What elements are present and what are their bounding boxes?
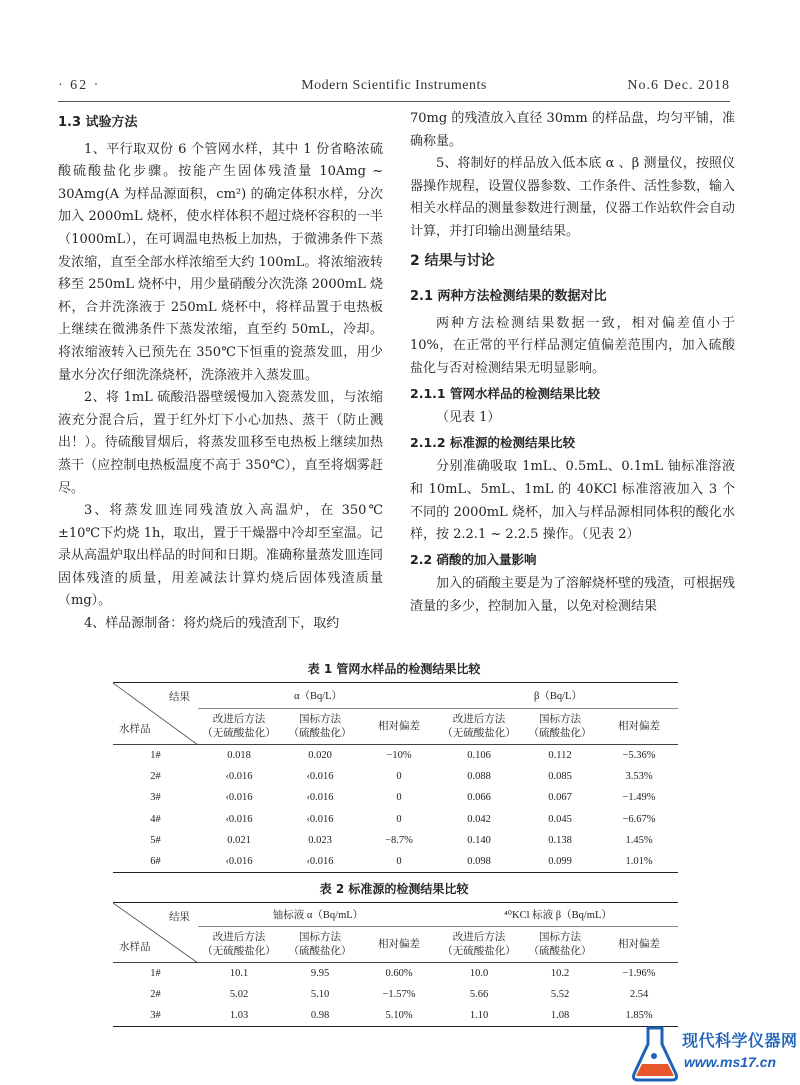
table2-col-dev-a: 相对偏差 <box>360 927 438 963</box>
table-cell: 0.112 <box>548 749 572 761</box>
table-cell: 10.1 <box>229 967 249 979</box>
paragraph-2-2: 加入的硝酸主要是为了溶解烧杯壁的残渣，可根据残渣量的多少，控制加入量，以免对检测结果 <box>410 576 736 614</box>
paragraph-step-5: 5、将制好的样品放入低本底 α 、β 测量仪，按照仪器操作规程，设置仪器参数、工作条件、活性参数，输入相关水样品的测量参数进行测量，仪器工作站软件会自动计算，并打印输出测量结果。 <box>410 156 736 239</box>
row-label-cell: 3# <box>150 792 161 804</box>
table-cell: −1.49% <box>622 792 656 804</box>
table1-col-dev-b: 相对偏差 <box>600 709 678 745</box>
table1-col-dev-a: 相对偏差 <box>360 709 438 745</box>
corner-result-label: 结果 <box>169 912 190 923</box>
table-cell: ‹0.016 <box>225 792 253 804</box>
table-cell: −8.7% <box>385 834 413 846</box>
right-column <box>410 108 735 618</box>
table-cell: 1.08 <box>520 1005 600 1026</box>
table-cell: 0.60% <box>385 967 413 979</box>
table-cell: 5.10% <box>360 1005 438 1026</box>
row-label-cell: 6# <box>113 851 198 872</box>
table1-col-improved-b: 改进后方法 （无硫酸盐化） <box>438 709 520 745</box>
page-number: · 62 · <box>58 78 101 93</box>
site-name: 现代科学仪器网 <box>682 1031 798 1050</box>
table-cell: 0.138 <box>548 834 572 846</box>
table-cell: 0.085 <box>548 770 572 782</box>
table-cell: 0.021 <box>227 834 251 846</box>
table-cell: 10.2 <box>550 967 570 979</box>
table-cell: ‹0.016 <box>306 792 334 804</box>
paragraph-2-1-1: （见表 1） <box>436 410 501 426</box>
table-cell: 1.85% <box>600 1005 678 1026</box>
table-cell: −1.57% <box>382 988 416 1000</box>
header-rule <box>58 101 730 102</box>
section-heading-1-3: 1.3 试验方法 <box>58 115 138 130</box>
table-cell: ‹0.016 <box>306 813 334 825</box>
table-cell: 0 <box>396 792 402 804</box>
table-cell: 0.067 <box>548 792 572 804</box>
table-cell: ‹0.016 <box>280 851 360 872</box>
table-cell: 0.018 <box>227 749 251 761</box>
left-column <box>58 108 383 636</box>
paragraph-step-2: 2、将 1mL 硫酸沿器壁缓慢加入瓷蒸发皿，与浓缩液充分混合后，置于红外灯下小心加热、蒸干（防止溅出！）。待硫酸冒烟后，将蒸发皿移至电热板上继续加热蒸干（应控制电热板温度不高于 350℃），直至将烟雾赶尽。 <box>58 390 383 496</box>
table-cell: 5.02 <box>229 988 249 1000</box>
table-row <box>113 766 678 787</box>
table2-col-dev-b: 相对偏差 <box>600 927 678 963</box>
table-cell: 1.45% <box>625 834 653 846</box>
table-cell: 0.098 <box>438 851 520 872</box>
table-cell: 5.10 <box>310 988 330 1000</box>
section-heading-2-1-2: 2.1.2 标准源的检测结果比较 <box>410 434 575 450</box>
table2-group-kcl: ⁴⁰KCl 标液 β（Bq/mL） <box>438 903 678 927</box>
table-cell: 0.045 <box>548 813 572 825</box>
table-cell: 10.0 <box>469 967 489 979</box>
table-cell: 0.066 <box>467 792 491 804</box>
table-cell: 0.042 <box>467 813 491 825</box>
section-heading-2-2: 2.2 硝酸的加入量影响 <box>410 551 537 567</box>
table1-group-beta: β（Bq/L） <box>438 683 678 709</box>
table-cell: 0.020 <box>308 749 332 761</box>
corner-sample-label: 水样品 <box>119 724 151 735</box>
table1-col-improved-a: 改进后方法 （无硫酸盐化） <box>198 709 280 745</box>
row-label-cell: 2# <box>150 988 161 1000</box>
table-cell: −1.96% <box>622 967 656 979</box>
paragraph-step-4: 4、样品源制备：将灼烧后的残渣刮下，取约 <box>84 616 340 632</box>
table-row <box>113 808 678 829</box>
table-cell: 0 <box>396 813 402 825</box>
table1-caption: 表 1 管网水样品的检测结果比较 <box>307 662 481 676</box>
table-cell: 9.95 <box>310 967 330 979</box>
table-cell: −10% <box>386 749 412 761</box>
table2-col-improved-b: 改进后方法 （无硫酸盐化） <box>438 927 520 963</box>
table-cell: ‹0.016 <box>306 770 334 782</box>
table-cell: 0.98 <box>280 1005 360 1026</box>
table1-col-gb-b: 国标方法 （硫酸盐化） <box>520 709 600 745</box>
site-url: www.ms17.cn <box>684 1054 777 1070</box>
table1-col-gb-a: 国标方法 （硫酸盐化） <box>280 709 360 745</box>
section-heading-2: 2 结果与讨论 <box>410 252 495 269</box>
table-cell: 0.099 <box>520 851 600 872</box>
table-cell: ‹0.016 <box>225 770 253 782</box>
table1 <box>113 682 678 873</box>
site-watermark <box>630 1024 800 1084</box>
table-cell: 2.54 <box>629 988 649 1000</box>
table2-col-gb-b: 国标方法 （硫酸盐化） <box>520 927 600 963</box>
table2-group-uranium: 铀标液 α（Bq/mL） <box>198 903 438 927</box>
corner-sample-label: 水样品 <box>119 942 151 953</box>
table-row <box>113 963 678 984</box>
table-cell: 5.52 <box>550 988 570 1000</box>
page-header <box>58 78 730 98</box>
table1-corner-cell <box>113 683 198 745</box>
table-cell: 0 <box>360 851 438 872</box>
table-row <box>113 1005 678 1026</box>
table-cell: 0.088 <box>467 770 491 782</box>
table-cell: 0.106 <box>467 749 491 761</box>
table-cell: 0 <box>396 770 402 782</box>
table-cell: 0.140 <box>467 834 491 846</box>
table-cell: ‹0.016 <box>225 813 253 825</box>
table-row <box>113 984 678 1005</box>
table2-corner-cell <box>113 903 198 963</box>
table-cell: −5.36% <box>622 749 656 761</box>
table-cell: 3.53% <box>625 770 653 782</box>
section-heading-2-1: 2.1 两种方法检测结果的数据对比 <box>410 289 607 305</box>
row-label-cell: 3# <box>113 1005 198 1026</box>
corner-result-label: 结果 <box>169 692 190 703</box>
table-row <box>113 745 678 766</box>
table-cell: ‹0.016 <box>198 851 280 872</box>
table-cell: 0.023 <box>308 834 332 846</box>
table2-caption: 表 2 标准源的检测结果比较 <box>319 882 469 896</box>
table-row <box>113 851 678 872</box>
row-label-cell: 5# <box>150 834 161 846</box>
table-cell: −6.67% <box>622 813 656 825</box>
flask-logo-icon <box>630 1024 680 1082</box>
row-label-cell: 1# <box>150 967 161 979</box>
table-row <box>113 830 678 851</box>
table2 <box>113 902 678 1027</box>
paragraph-2-1-2: 分别准确吸取 1mL、0.5mL、0.1mL 铀标准溶液和 10mL、5mL、1mL 的 40KCl 标准溶液加入 3 个不同的 2000mL 烧杯，加入与样品源相同体积的酸化水样，按 2.2.1 ~ 2.2.5 操作。（见表 2） <box>410 459 735 543</box>
table-cell: 1.03 <box>198 1005 280 1026</box>
paragraph-step-3: 3、将蒸发皿连同残渣放入高温炉，在 350℃ ±10℃下灼烧 1h，取出，置于干燥器中冷却至室温。记录从高温炉取出样品的时间和日期。准确称量蒸发皿连同固体残渣的质量，用差减法计算灼烧后固体残渣质量（mg）。 <box>58 503 384 609</box>
paragraph-step-1: 1、平行取双份 6 个管网水样，其中 1 份省略浓硫酸硫酸盐化步骤。按能产生固体残渣量 10Amg ~ 30Amg(A 为样品源面积，cm²) 的确定体积水样，分次加入 2000mL 烧杯，使水样体积不超过烧杯容积的一半（1000mL），在可调温电热板上加热，于微沸条件下蒸发浓缩，直至全部水样浓缩至大约 100mL。将浓缩液转移至 250mL 烧杯中，用少量硝酸分次洗涤 2000mL 烧杯，合并洗涤液于 250mL 烧杯中，将样品置于电热板上继续在微沸条件下蒸发浓缩，直至约 50mL，冷却。将浓缩液转入已预先在 350℃下恒重的瓷蒸发皿，用少量水分次仔细洗涤烧杯，洗涤液并入蒸发皿。 <box>58 141 383 383</box>
table2-col-gb-a: 国标方法 （硫酸盐化） <box>280 927 360 963</box>
table-row <box>113 787 678 808</box>
table2-col-improved-a: 改进后方法 （无硫酸盐化） <box>198 927 280 963</box>
row-label-cell: 4# <box>150 813 161 825</box>
row-label-cell: 1# <box>150 749 161 761</box>
row-label-cell: 2# <box>150 770 161 782</box>
journal-name: Modern Scientific Instruments <box>301 78 487 93</box>
section-heading-2-1-1: 2.1.1 管网水样品的检测结果比较 <box>410 385 600 401</box>
issue-info: No.6 Dec. 2018 <box>627 78 730 93</box>
table1-group-alpha: α（Bq/L） <box>198 683 438 709</box>
table-cell: 1.10 <box>438 1005 520 1026</box>
paragraph-step-4-cont: 70mg 的残渣放入直径 30mm 的样品盘，均匀平铺，准确称量。 <box>410 111 735 149</box>
table-cell: 5.66 <box>469 988 489 1000</box>
paragraph-2-1: 两种方法检测结果数据一致，相对偏差值小于 10%，在正常的平行样品测定值偏差范围内，加入硫酸盐化与否对检测结果无明显影响。 <box>410 315 735 376</box>
table-cell: 1.01% <box>600 851 678 872</box>
